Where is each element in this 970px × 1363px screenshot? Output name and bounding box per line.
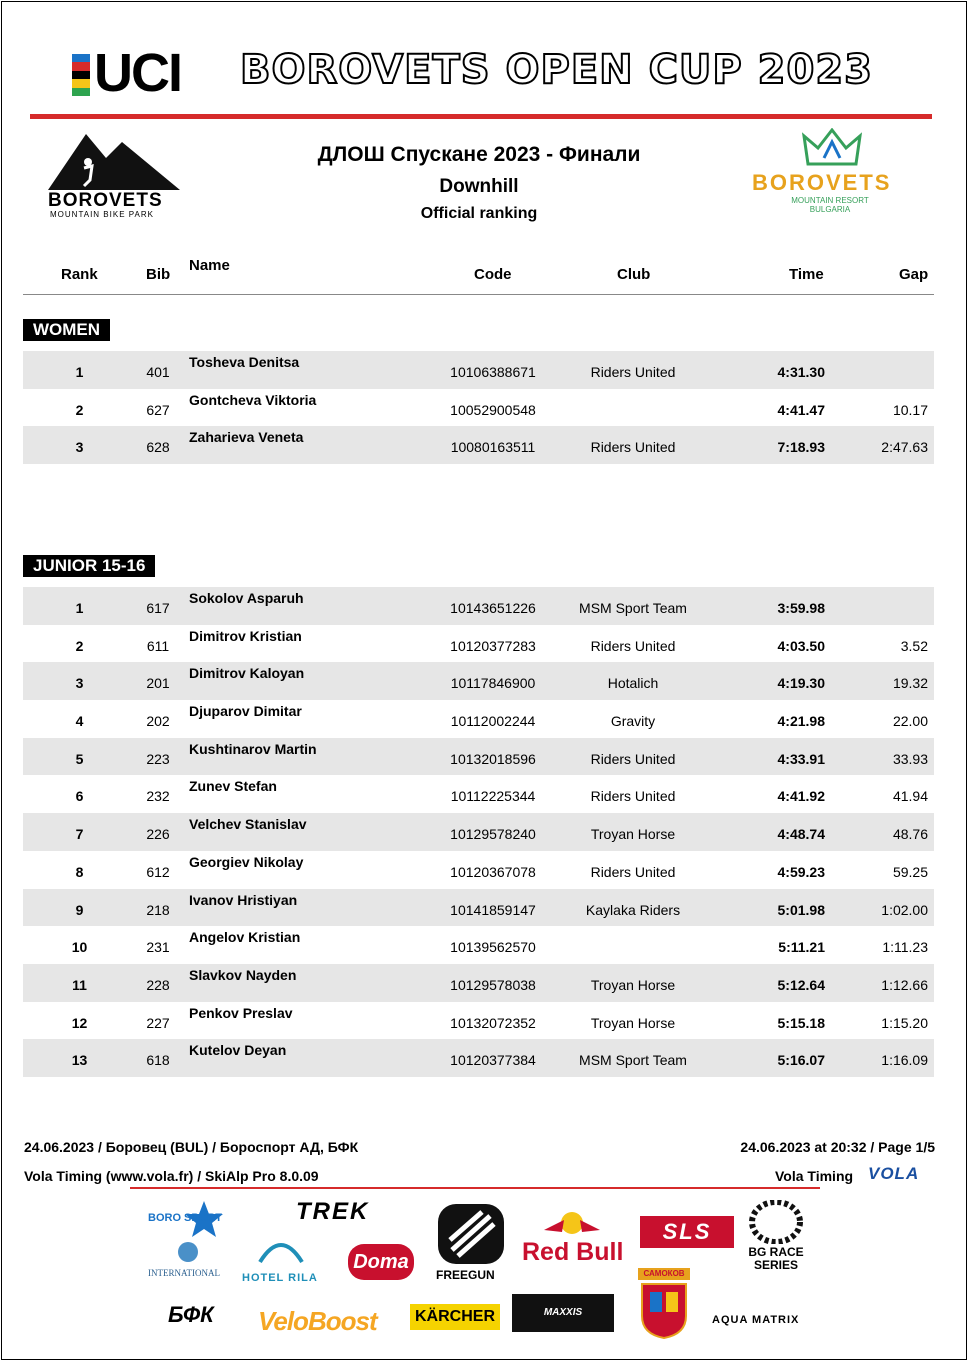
- redbull-logo: [522, 1210, 622, 1266]
- bib-cell: 628: [146, 439, 170, 456]
- code-cell: 10120377283: [450, 637, 536, 654]
- bg-race-text: BG RACE SERIES: [748, 1245, 804, 1272]
- table-row: [23, 738, 934, 776]
- rank-cell: 12: [71, 1014, 88, 1031]
- rank-cell: 6: [75, 788, 84, 805]
- rank-cell: 8: [75, 863, 84, 880]
- aquamatrix-logo: AQUA MATRIX: [712, 1314, 800, 1326]
- table-row: [23, 351, 934, 389]
- club-cell: Troyan Horse: [590, 826, 676, 843]
- uci-rainbow-stripes: [72, 54, 90, 96]
- bib-cell: 617: [146, 600, 170, 616]
- name-cell: Kushtinarov Martin: [189, 740, 317, 757]
- bib-cell: 618: [146, 1052, 170, 1069]
- name-cell: Kutelov Deyan: [189, 1042, 287, 1059]
- international-logo: [148, 1240, 230, 1280]
- doma-logo: Doma: [348, 1244, 414, 1280]
- club-cell: MSM Sport Team: [579, 1052, 687, 1069]
- logo-left-text: BOROVETS: [48, 190, 163, 211]
- gap-cell: 19.32: [892, 675, 928, 692]
- club-cell: Riders United: [590, 364, 676, 380]
- event-title: BOROVETS OPEN CUP 2023: [240, 47, 873, 93]
- bfk-text: БФК: [168, 1302, 214, 1327]
- category-label-junior: JUNIOR 15-16: [23, 555, 155, 577]
- gap-cell: 3.52: [900, 637, 928, 654]
- freegun-logo: [436, 1202, 506, 1284]
- gap-cell: 48.76: [892, 826, 928, 843]
- name-cell: Zunev Stefan: [189, 778, 277, 795]
- code-cell: 10106388671: [450, 364, 536, 380]
- table-row: [23, 389, 934, 427]
- column-header-code: Code: [474, 266, 512, 283]
- rank-cell: 1: [75, 364, 84, 380]
- hotel-rila-text: HOTEL RILA: [242, 1272, 318, 1284]
- time-cell: 4:03.50: [777, 637, 825, 654]
- column-header-rank: Rank: [61, 266, 98, 283]
- rank-cell: 4: [75, 713, 84, 730]
- name-cell: Djuparov Dimitar: [189, 703, 302, 720]
- table-row: [23, 813, 934, 851]
- international-text: INTERNATIONAL: [148, 1268, 220, 1278]
- rank-cell: 10: [71, 939, 88, 956]
- rank-cell: 5: [75, 750, 84, 767]
- gap-cell: 1:12.66: [881, 976, 928, 993]
- borosport-text: BORO SPORT: [148, 1212, 222, 1224]
- header-rule: [23, 294, 934, 295]
- rank-cell: 2: [75, 401, 84, 418]
- club-cell: Kaylaka Riders: [585, 901, 681, 918]
- gap-cell: 2:47.63: [881, 439, 928, 456]
- samokov-coat-of-arms: [638, 1268, 690, 1342]
- gap-cell: 59.25: [892, 863, 928, 880]
- footer-software: Vola Timing (www.vola.fr) / SkiAlp Pro 8.0.09: [24, 1168, 319, 1184]
- category-label-women: WOMEN: [23, 319, 110, 341]
- time-cell: 4:48.74: [777, 826, 825, 843]
- time-cell: 4:59.23: [777, 863, 825, 880]
- name-cell: Dimitrov Kristian: [189, 627, 302, 644]
- uci-logo-text: UCI: [94, 43, 181, 103]
- column-header-time: Time: [789, 266, 824, 283]
- bg-race-series-logo: [748, 1200, 804, 1288]
- freegun-mark-icon: [436, 1202, 506, 1266]
- rank-cell: 9: [75, 901, 84, 918]
- code-cell: 10112225344: [450, 788, 536, 805]
- bib-cell: 227: [146, 1014, 170, 1031]
- column-header-bib: Bib: [146, 266, 171, 283]
- code-cell: 10080163511: [450, 439, 536, 456]
- vola-logo-text: VOLA: [868, 1164, 920, 1183]
- table-row: [23, 1039, 934, 1077]
- club-cell: Riders United: [590, 439, 676, 456]
- bfk-logo: [156, 1298, 242, 1342]
- name-cell: Georgiev Nikolay: [189, 853, 304, 870]
- name-cell: Angelov Kristian: [189, 929, 301, 946]
- ranking-type: Official ranking: [420, 205, 538, 222]
- gap-cell: 10.17: [892, 401, 928, 418]
- name-cell: Slavkov Nayden: [189, 966, 297, 983]
- table-row: [23, 926, 934, 964]
- women-results: [23, 351, 934, 464]
- uci-logo: [72, 43, 212, 103]
- time-cell: 4:31.30: [777, 364, 825, 380]
- code-cell: 10141859147: [450, 901, 536, 918]
- footer-print-info: 24.06.2023 at 20:32 / Page 1/5: [740, 1139, 935, 1155]
- gap-cell: 22.00: [892, 713, 928, 730]
- club-cell: Troyan Horse: [590, 1014, 676, 1031]
- club-cell: Troyan Horse: [590, 976, 676, 993]
- club-cell: Riders United: [590, 750, 676, 767]
- bib-cell: 218: [146, 901, 170, 918]
- name-cell: Zaharieva Veneta: [189, 429, 304, 446]
- logo-right-subtext: MOUNTAIN RESORT BULGARIA: [791, 196, 869, 214]
- time-cell: 5:11.21: [778, 939, 825, 956]
- code-cell: 10143651226: [450, 600, 536, 616]
- name-cell: Velchev Stanislav: [189, 816, 307, 833]
- bib-cell: 612: [146, 863, 170, 880]
- code-cell: 10120367078: [450, 863, 536, 880]
- bib-cell: 202: [146, 713, 170, 730]
- samokov-text: САМОКОВ: [638, 1268, 690, 1280]
- rank-cell: 1: [75, 600, 84, 616]
- rank-cell: 3: [75, 675, 84, 692]
- name-cell: Gontcheva Viktoria: [189, 391, 317, 408]
- gap-cell: 1:16.09: [881, 1052, 928, 1069]
- gap-cell: 33.93: [892, 750, 928, 767]
- bib-cell: 228: [146, 976, 170, 993]
- name-cell: Sokolov Asparuh: [189, 590, 304, 606]
- code-cell: 10117846900: [450, 675, 536, 692]
- veloboost-logo: VeloBoost: [258, 1306, 377, 1336]
- club-cell: Gravity: [610, 713, 656, 730]
- name-cell: Penkov Preslav: [189, 1004, 293, 1021]
- club-cell: MSM Sport Team: [579, 600, 687, 616]
- time-cell: 4:41.92: [777, 788, 825, 805]
- code-cell: 10052900548: [450, 401, 536, 418]
- time-cell: 3:59.98: [777, 600, 825, 616]
- name-cell: Ivanov Hristiyan: [189, 891, 298, 908]
- time-cell: 7:18.93: [777, 439, 825, 456]
- gap-cell: 1:02.00: [881, 901, 928, 918]
- freegun-text: FREEGUN: [436, 1268, 495, 1282]
- bib-cell: 226: [146, 826, 170, 843]
- bib-cell: 232: [146, 788, 170, 805]
- logo-right-text: BOROVETS: [752, 170, 892, 195]
- rank-cell: 3: [75, 439, 84, 456]
- rank-cell: 2: [75, 637, 84, 654]
- time-cell: 5:16.07: [777, 1052, 825, 1069]
- bib-cell: 223: [146, 750, 170, 767]
- table-row: [23, 625, 934, 663]
- code-cell: 10120377384: [450, 1052, 536, 1069]
- code-cell: 10132072352: [450, 1014, 536, 1031]
- bib-cell: 611: [146, 637, 170, 654]
- gap-cell: 41.94: [892, 788, 928, 805]
- logo-left-subtext: MOUNTAIN BIKE PARK: [50, 210, 154, 219]
- redbull-text: Red Bull: [522, 1238, 624, 1266]
- maxxis-logo: MAXXIS: [512, 1294, 614, 1332]
- name-cell: Dimitrov Kaloyan: [189, 665, 305, 682]
- time-cell: 5:15.18: [777, 1014, 825, 1031]
- club-cell: Hotalich: [607, 675, 659, 692]
- crown-icon: [748, 128, 918, 170]
- hotel-rila-logo: [242, 1234, 324, 1284]
- vola-logo: [868, 1164, 934, 1184]
- bib-cell: 401: [146, 364, 170, 380]
- discipline-title: Downhill: [439, 176, 519, 197]
- bib-cell: 627: [146, 401, 170, 418]
- sls-logo: SLS: [640, 1216, 734, 1248]
- column-header-club: Club: [617, 266, 651, 283]
- table-row: [23, 964, 934, 1002]
- shield-icon: [640, 1282, 688, 1340]
- code-cell: 10129578038: [450, 976, 536, 993]
- code-cell: 10139562570: [450, 939, 536, 956]
- table-row: [23, 889, 934, 927]
- table-row: [23, 775, 934, 813]
- rank-cell: 13: [71, 1052, 88, 1069]
- footer-timing: Vola Timing: [775, 1168, 854, 1184]
- time-cell: 4:33.91: [777, 750, 825, 767]
- borovets-resort-logo: [748, 128, 918, 218]
- code-cell: 10129578240: [450, 826, 536, 843]
- time-cell: 5:01.98: [777, 901, 825, 918]
- footer-event-info: 24.06.2023 / Боровец (BUL) / Бороспорт АД, БФК: [24, 1139, 359, 1155]
- borosport-logo: [148, 1200, 266, 1238]
- header-divider: [30, 114, 932, 119]
- footer-divider: [130, 1187, 820, 1189]
- bib-cell: 231: [146, 939, 170, 956]
- name-cell: Tosheva Denitsa: [189, 354, 300, 370]
- hotel-icon: [176, 1240, 200, 1264]
- trek-logo: TREK: [296, 1198, 370, 1225]
- race-title: ДЛОШ Спускане 2023 - Финали: [317, 143, 641, 166]
- tire-icon: [748, 1200, 804, 1244]
- swoosh-icon: [256, 1234, 306, 1266]
- table-row: [23, 662, 934, 700]
- time-cell: 4:21.98: [777, 713, 825, 730]
- time-cell: 5:12.64: [777, 976, 825, 993]
- junior-results: [23, 587, 934, 1077]
- gap-cell: 1:11.23: [882, 939, 928, 956]
- rank-cell: 7: [75, 826, 84, 843]
- time-cell: 4:19.30: [777, 675, 825, 692]
- bib-cell: 201: [146, 675, 170, 692]
- gap-cell: 1:15.20: [881, 1014, 928, 1031]
- karcher-logo: KÄRCHER: [410, 1304, 500, 1330]
- table-row: [23, 426, 934, 464]
- time-cell: 4:41.47: [777, 401, 825, 418]
- table-row: [23, 1002, 934, 1040]
- club-cell: Riders United: [590, 637, 676, 654]
- table-row: [23, 700, 934, 738]
- club-cell: Riders United: [590, 863, 676, 880]
- column-header-gap: Gap: [899, 266, 929, 283]
- bulls-icon: [542, 1210, 602, 1236]
- table-row: [23, 851, 934, 889]
- club-cell: Riders United: [590, 788, 676, 805]
- column-header-name: Name: [189, 257, 230, 274]
- table-row: [23, 587, 934, 625]
- code-cell: 10112002244: [450, 713, 536, 730]
- rank-cell: 11: [72, 976, 87, 993]
- code-cell: 10132018596: [450, 750, 536, 767]
